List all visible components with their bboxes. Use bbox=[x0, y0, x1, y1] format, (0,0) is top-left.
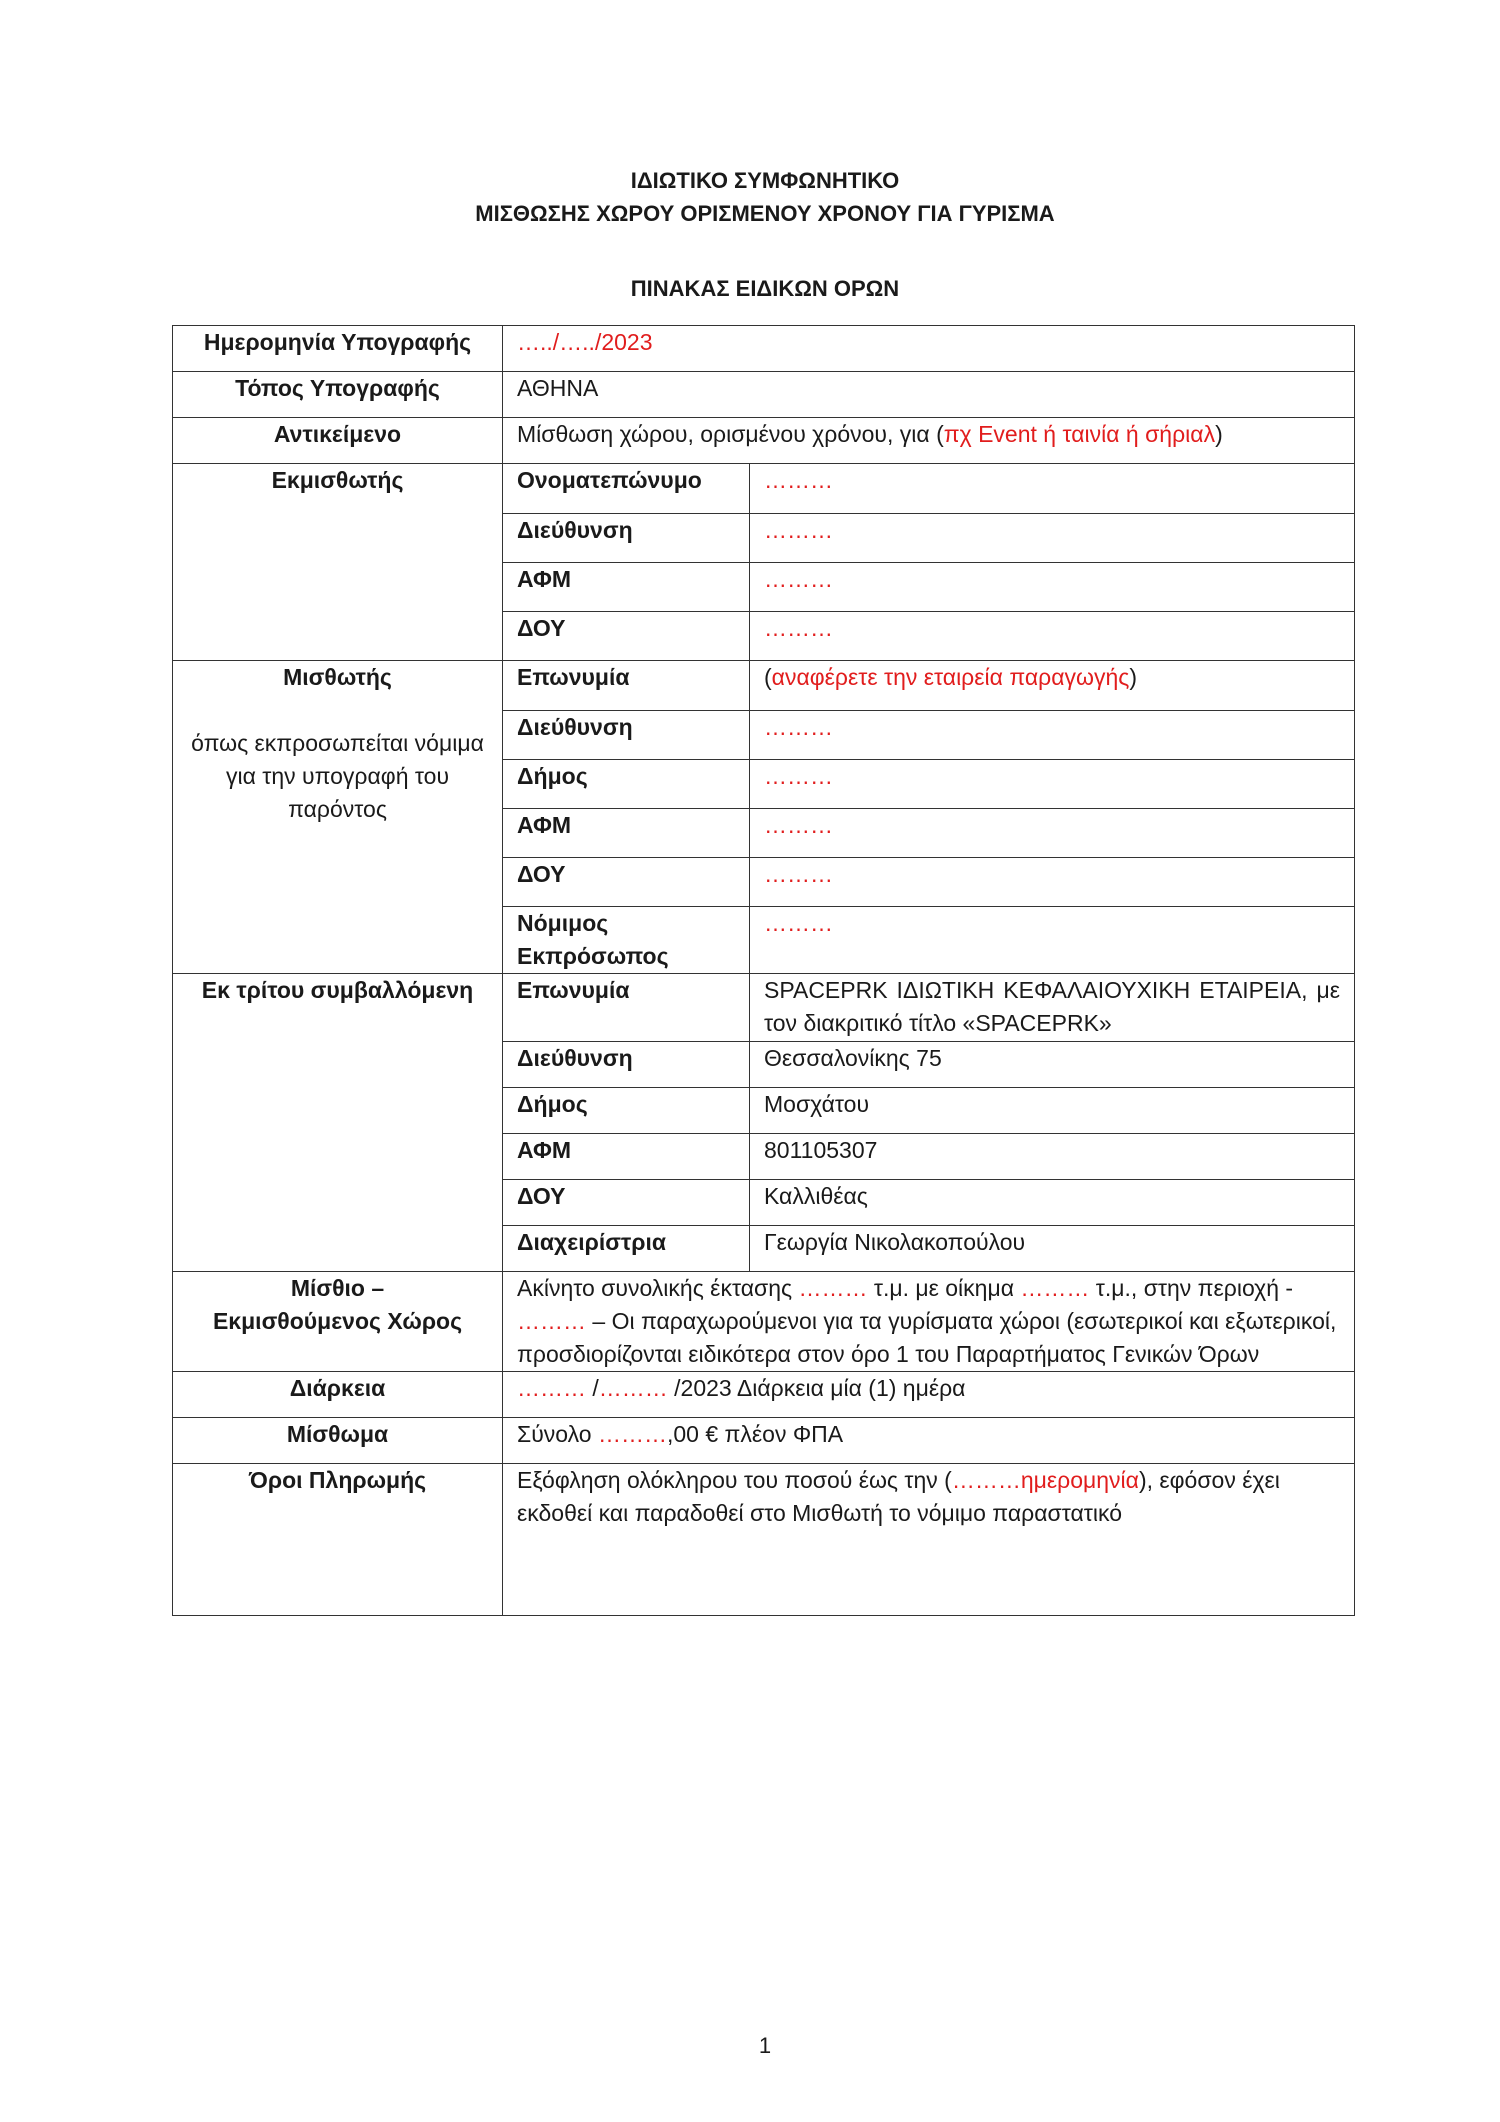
lessee-name-value: (αναφέρετε την εταιρεία παραγωγής) bbox=[764, 664, 1138, 690]
lessee-note: όπως εκπροσωπείται νόμιμα για την υπογραφή του παρόντος bbox=[191, 730, 484, 822]
lessee-representative-value: ……… bbox=[750, 906, 1355, 973]
document-title: ΙΔΙΩΤΙΚΟ ΣΥΜΦΩΝΗΤΙΚΟ bbox=[630, 168, 900, 193]
row-third-party bbox=[173, 974, 1355, 1272]
document-subtitle: ΜΙΣΘΩΣΗΣ ΧΩΡΟΥ ΟΡΙΣΜΕΝΟΥ ΧΡΟΝΟΥ ΓΙΑ ΓΥΡΙΣΜΑ bbox=[475, 201, 1055, 226]
lessee-doy-key: ΔΟΥ bbox=[503, 857, 750, 906]
premises-label-1: Μίσθιο – bbox=[290, 1275, 385, 1301]
document-header bbox=[0, 164, 1500, 305]
premises-value: Ακίνητο συνολικής έκτασης ……… τ.μ. με οίκημα ……… τ.μ., στην περιοχή - ……… – Οι παραχωρούμενοι για τα γυρίσματα χώροι (εσωτερικοί και εξωτερικοί, προσδιορίζονται ειδικότερα στον όρο 1 του Παραρτήματος Γενικών Όρων bbox=[503, 1272, 1355, 1372]
duration-label: Διάρκεια bbox=[173, 1372, 503, 1418]
lessee-address-value: ……… bbox=[750, 710, 1355, 759]
rent-label: Μίσθωμα bbox=[173, 1418, 503, 1464]
signing-date-label: Ημερομηνία Υπογραφής bbox=[173, 326, 503, 372]
lessee-afm-value: ……… bbox=[750, 808, 1355, 857]
lessee-doy-value: ……… bbox=[750, 857, 1355, 906]
object-value: Μίσθωση χώρου, ορισμένου χρόνου, για (πχ Event ή ταινία ή σήριαλ) bbox=[503, 418, 1355, 464]
lessor-doy-value: ……… bbox=[750, 611, 1355, 660]
row-object bbox=[173, 418, 1355, 464]
lessee-representative-key: Νόμιμος Εκπρόσωπος bbox=[503, 906, 750, 973]
payment-value: Εξόφληση ολόκληρου του ποσού έως την (………ημερομηνία), εφόσον έχει εκδοθεί και παραδοθεί στο Μισθωτή το νόμιμο παραστατικό bbox=[503, 1464, 1355, 1616]
duration-value: ……… /……… /2023 Διάρκεια μία (1) ημέρα bbox=[503, 1372, 1355, 1418]
third-party-fields bbox=[503, 974, 1354, 1271]
lessor-name-key: Ονοματεπώνυμο bbox=[503, 464, 750, 513]
payment-label: Όροι Πληρωμής bbox=[173, 1464, 503, 1616]
section-title: ΠΙΝΑΚΑΣ ΕΙΔΙΚΩΝ ΟΡΩΝ bbox=[630, 276, 900, 301]
lessee-address-key: Διεύθυνση bbox=[503, 710, 750, 759]
third-name-value: SPACEPRK ΙΔΙΩΤΙΚΗ ΚΕΦΑΛΑΙΟΥΧΙΚΗ ΕΤΑΙΡΕΙΑ, με τον διακριτικό τίτλο «SPACEPRK» bbox=[764, 977, 1340, 1036]
row-rent bbox=[173, 1418, 1355, 1464]
third-municipality-key: Δήμος bbox=[503, 1087, 750, 1133]
lessor-label: Εκμισθωτής bbox=[173, 464, 503, 661]
third-address-key: Διεύθυνση bbox=[503, 1041, 750, 1087]
lessor-address-key: Διεύθυνση bbox=[503, 513, 750, 562]
signing-date-value: …../…../2023 bbox=[503, 326, 1355, 372]
page-number: 1 bbox=[758, 2033, 772, 2058]
lessee-municipality-value: ……… bbox=[750, 759, 1355, 808]
lessee-label: Μισθωτής bbox=[283, 664, 392, 690]
lessor-name-value: ……… bbox=[764, 467, 833, 493]
third-doy-value: Καλλιθέας bbox=[750, 1179, 1355, 1225]
row-premises bbox=[173, 1272, 1355, 1372]
row-signing-date bbox=[173, 326, 1355, 372]
third-afm-key: ΑΦΜ bbox=[503, 1133, 750, 1179]
third-afm-value: 801105307 bbox=[750, 1133, 1355, 1179]
premises-label-2: Εκμισθούμενος Χώρος bbox=[212, 1308, 463, 1334]
lessee-municipality-key: Δήμος bbox=[503, 759, 750, 808]
lessor-fields bbox=[503, 464, 1354, 660]
lessee-fields bbox=[503, 661, 1354, 973]
lessor-doy-key: ΔΟΥ bbox=[503, 611, 750, 660]
lessor-afm-key: ΑΦΜ bbox=[503, 562, 750, 611]
row-lessor bbox=[173, 464, 1355, 661]
special-terms-table bbox=[172, 325, 1355, 1616]
third-municipality-value: Μοσχάτου bbox=[750, 1087, 1355, 1133]
third-manager-key: Διαχειρίστρια bbox=[503, 1225, 750, 1271]
lessee-name-key: Επωνυμία bbox=[503, 661, 750, 710]
lessor-address-value: ……… bbox=[750, 513, 1355, 562]
lessee-afm-key: ΑΦΜ bbox=[503, 808, 750, 857]
signing-place-value: ΑΘΗΝΑ bbox=[503, 372, 1355, 418]
object-label: Αντικείμενο bbox=[173, 418, 503, 464]
third-name-key: Επωνυμία bbox=[503, 974, 750, 1041]
row-duration bbox=[173, 1372, 1355, 1418]
row-signing-place bbox=[173, 372, 1355, 418]
third-doy-key: ΔΟΥ bbox=[503, 1179, 750, 1225]
row-payment bbox=[173, 1464, 1355, 1616]
rent-value: Σύνολο ………,00 € πλέον ΦΠΑ bbox=[503, 1418, 1355, 1464]
third-manager-value: Γεωργία Νικολακοπούλου bbox=[750, 1225, 1355, 1271]
lessor-afm-value: ……… bbox=[750, 562, 1355, 611]
signing-place-label: Τόπος Υπογραφής bbox=[173, 372, 503, 418]
third-address-value: Θεσσαλονίκης 75 bbox=[750, 1041, 1355, 1087]
third-party-label: Εκ τρίτου συμβαλλόμενη bbox=[173, 974, 503, 1272]
row-lessee bbox=[173, 661, 1355, 974]
